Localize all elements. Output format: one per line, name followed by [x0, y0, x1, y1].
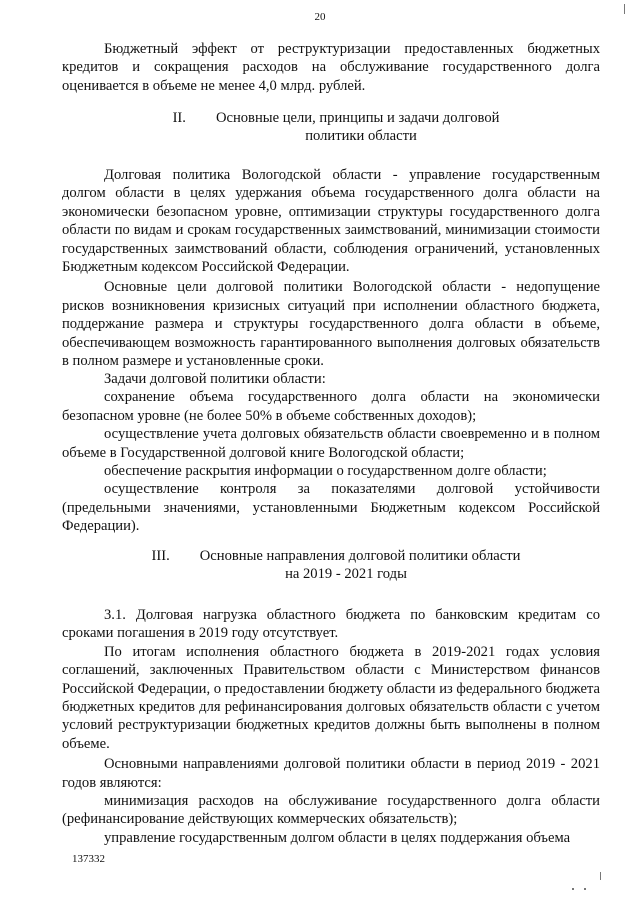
section-3-number: III.: [151, 548, 170, 564]
document-code: 137332: [72, 853, 105, 865]
section-2-paragraph-1: Долговая политика Вологодской области - управление государственным долгом области в целях удержания объема государственного долга области на экономически безопасном уровне, оптимизации структуры государственного долга области по видам и срокам государственных заимствований, минимизации стоимости государственных заимствований области, соблюдения ограничений, установленных Бюджетным кодексом Российской Федерации.: [62, 167, 600, 276]
section-3-item-1: минимизация расходов на обслуживание государственного долга области (рефинансирование действующих коммерческих обязательств);: [62, 793, 600, 828]
task-item-2: осуществление учета долговых обязательств области своевременно и в полном объеме в Государственной долговой книге Вологодской области;: [62, 426, 600, 461]
section-3-item-2: управление государственным долгом области в целях поддержания объема: [104, 829, 571, 846]
section-3-paragraph-1: 3.1. Долговая нагрузка областного бюджета по банковским кредитам со сроками погашения в 2019 году отсутствует.: [62, 607, 600, 642]
scan-mark: [584, 888, 586, 890]
page-number: 20: [314, 11, 326, 23]
section-3-body: [62, 606, 600, 847]
section-2-number: II.: [172, 110, 186, 126]
intro-paragraph: Бюджетный эффект от реструктуризации предоставленных бюджетных кредитов и сокращения расходов на обслуживание государственного долга оценивается в объеме не менее 4,0 млрд. рублей.: [62, 41, 600, 94]
section-2-paragraph-2: Основные цели долговой политики Вологодской области - недопущение рисков возникновения кризисных ситуаций при исполнении областного бюджета, поддержание размера и структуры государственного долга области в объеме, обеспечивающем возможность гарантированного выполнения долговых обязательств в полном размере и установленные сроки.: [62, 279, 600, 370]
intro-block: [62, 40, 600, 95]
section-2-body: [62, 166, 600, 370]
section-3-paragraph-2: По итогам исполнения областного бюджета в 2019-2021 годах условия соглашений, заключенных Правительством области с Министерством финансов Российской Федерации, о предоставлении бюджету области из федерального бюджета бюджетных кредитов для рефинансирования долговых обязательств области с учетом условий реструктуризации бюджетных кредитов должны быть выполнены в полном объеме.: [62, 643, 600, 752]
section-3-heading: [62, 547, 600, 584]
section-3-title-line2: на 2019 - 2021 годы: [285, 566, 407, 583]
scan-mark: [600, 872, 601, 880]
task-item-4: осуществление контроля за показателями долговой устойчивости (предельными значениями, установленными Бюджетным кодексом Российской Федерации).: [62, 481, 600, 535]
task-item-3: обеспечение раскрытия информации о государственном долге области;: [104, 463, 547, 480]
section-2-title-line2: политики области: [305, 128, 417, 145]
section-3-paragraph-3: Основными направлениями долговой политики области в период 2019 - 2021 годов являются:: [62, 756, 600, 791]
tasks-block: [62, 370, 600, 536]
section-2-title-line1: Основные цели, принципы и задачи долговой: [215, 110, 500, 126]
task-item-1: сохранение объема государственного долга области на экономически безопасном уровне (не более 50% в объеме собственных доходов);: [62, 389, 600, 424]
tasks-heading: Задачи долговой политики области:: [104, 371, 326, 387]
scan-mark: [624, 4, 625, 14]
section-3-title-line1: Основные направления долговой политики области: [199, 548, 521, 564]
scan-mark: [572, 888, 574, 890]
section-2-heading: [62, 109, 600, 146]
